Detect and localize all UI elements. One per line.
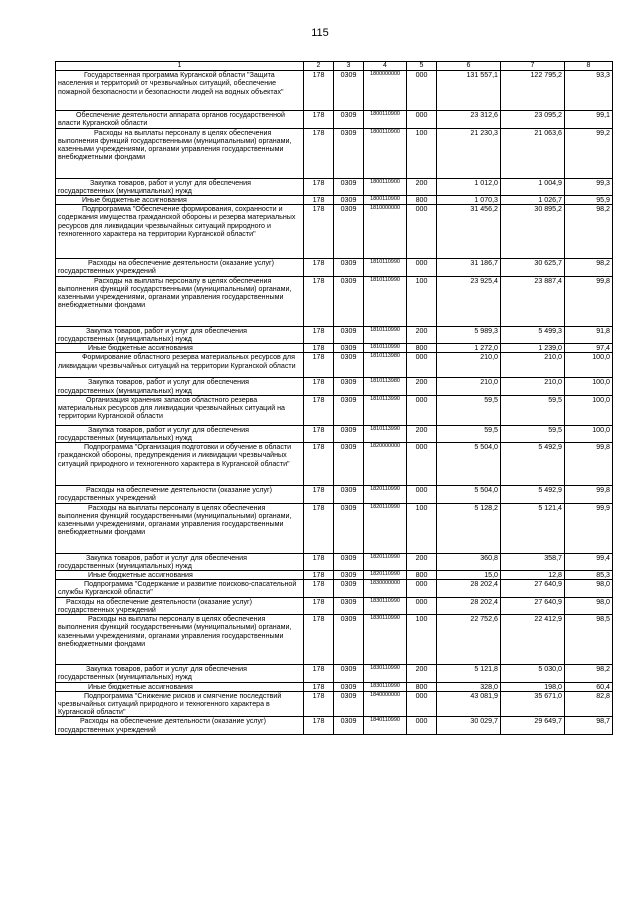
executed-amount: 5 492,9 xyxy=(501,443,565,486)
section-code: 0309 xyxy=(334,195,364,204)
table-row xyxy=(56,615,613,665)
target-article-code: 1810113990 xyxy=(364,395,407,425)
execution-percent: 99,9 xyxy=(565,503,613,553)
execution-percent: 100,0 xyxy=(565,395,613,425)
column-header: 6 xyxy=(437,62,501,71)
expense-type-code: 000 xyxy=(407,395,437,425)
budget-item-name: Подпрограмма "Организация подготовки и обучение в области гражданской обороны, предупреждения и ликвидации чрезвычайных ситуаций природного и техногенного характера в Курганской области" xyxy=(56,443,304,486)
chapter-code: 178 xyxy=(304,178,334,195)
planned-amount: 1 012,0 xyxy=(437,178,501,195)
table-row xyxy=(56,395,613,425)
chapter-code: 178 xyxy=(304,615,334,665)
section-code: 0309 xyxy=(334,71,364,111)
executed-amount: 122 795,2 xyxy=(501,71,565,111)
executed-amount: 1 239,0 xyxy=(501,344,565,353)
budget-item-name: Подпрограмма "Обеспечение формирования, сохранности и содержания имущества гражданской обороны и резерва материальных ресурсов для ликвидации чрезвычайных ситуаций природного и техногенного характера на территории Курганской области" xyxy=(56,205,304,259)
execution-percent: 98,2 xyxy=(565,205,613,259)
section-code: 0309 xyxy=(334,682,364,691)
executed-amount: 198,0 xyxy=(501,682,565,691)
planned-amount: 5 504,0 xyxy=(437,443,501,486)
planned-amount: 360,8 xyxy=(437,553,501,570)
section-code: 0309 xyxy=(334,425,364,442)
planned-amount: 5 121,8 xyxy=(437,665,501,682)
expense-type-code: 800 xyxy=(407,195,437,204)
planned-amount: 5 128,2 xyxy=(437,503,501,553)
target-article-code: 1830000000 xyxy=(364,580,407,597)
target-article-code: 1800000000 xyxy=(364,71,407,111)
column-header: 7 xyxy=(501,62,565,71)
chapter-code: 178 xyxy=(304,353,334,378)
execution-percent: 100,0 xyxy=(565,353,613,378)
column-header: 4 xyxy=(364,62,407,71)
target-article-code: 1840110990 xyxy=(364,717,407,734)
budget-item-name: Закупка товаров, работ и услуг для обеспечения государственных (муниципальных) нужд xyxy=(56,178,304,195)
section-code: 0309 xyxy=(334,128,364,178)
chapter-code: 178 xyxy=(304,205,334,259)
execution-percent: 97,4 xyxy=(565,344,613,353)
planned-amount: 31 186,7 xyxy=(437,259,501,276)
section-code: 0309 xyxy=(334,553,364,570)
planned-amount: 131 557,1 xyxy=(437,71,501,111)
target-article-code: 1830110990 xyxy=(364,615,407,665)
column-header: 3 xyxy=(334,62,364,71)
budget-item-name: Расходы на выплаты персоналу в целях обеспечения выполнения функций государственными (муниципальными) органами, казенными учреждениями, органами управления государственными внебюджетными фондами xyxy=(56,615,304,665)
budget-item-name: Обеспечение деятельности аппарата органов государственной власти Курганской области xyxy=(56,111,304,128)
column-number-row xyxy=(56,62,613,71)
executed-amount: 5 499,3 xyxy=(501,326,565,343)
planned-amount: 21 230,3 xyxy=(437,128,501,178)
chapter-code: 178 xyxy=(304,553,334,570)
expense-type-code: 200 xyxy=(407,178,437,195)
section-code: 0309 xyxy=(334,503,364,553)
executed-amount: 35 671,0 xyxy=(501,691,565,717)
section-code: 0309 xyxy=(334,259,364,276)
section-code: 0309 xyxy=(334,326,364,343)
execution-percent: 98,7 xyxy=(565,717,613,734)
planned-amount: 59,5 xyxy=(437,425,501,442)
expense-type-code: 200 xyxy=(407,378,437,395)
expense-type-code: 200 xyxy=(407,326,437,343)
chapter-code: 178 xyxy=(304,425,334,442)
table-row xyxy=(56,717,613,734)
target-article-code: 1810110990 xyxy=(364,259,407,276)
expense-type-code: 000 xyxy=(407,353,437,378)
chapter-code: 178 xyxy=(304,276,334,326)
executed-amount: 59,5 xyxy=(501,395,565,425)
chapter-code: 178 xyxy=(304,597,334,614)
target-article-code: 1820110990 xyxy=(364,503,407,553)
executed-amount: 23 887,4 xyxy=(501,276,565,326)
section-code: 0309 xyxy=(334,615,364,665)
budget-item-name: Закупка товаров, работ и услуг для обеспечения государственных (муниципальных) нужд xyxy=(56,378,304,395)
chapter-code: 178 xyxy=(304,691,334,717)
execution-percent: 98,2 xyxy=(565,665,613,682)
table-row xyxy=(56,580,613,597)
chapter-code: 178 xyxy=(304,443,334,486)
section-code: 0309 xyxy=(334,395,364,425)
chapter-code: 178 xyxy=(304,486,334,503)
table-row xyxy=(56,195,613,204)
table-row xyxy=(56,571,613,580)
executed-amount: 5 121,4 xyxy=(501,503,565,553)
expense-type-code: 200 xyxy=(407,553,437,570)
expense-type-code: 100 xyxy=(407,503,437,553)
planned-amount: 210,0 xyxy=(437,353,501,378)
target-article-code: 1820000000 xyxy=(364,443,407,486)
execution-percent: 100,0 xyxy=(565,425,613,442)
execution-percent: 99,1 xyxy=(565,111,613,128)
budget-item-name: Расходы на обеспечение деятельности (оказание услуг) государственных учреждений xyxy=(56,486,304,503)
table-row xyxy=(56,597,613,614)
chapter-code: 178 xyxy=(304,71,334,111)
execution-percent: 98,2 xyxy=(565,259,613,276)
expense-type-code: 000 xyxy=(407,691,437,717)
chapter-code: 178 xyxy=(304,195,334,204)
planned-amount: 1 070,3 xyxy=(437,195,501,204)
section-code: 0309 xyxy=(334,111,364,128)
execution-percent: 85,3 xyxy=(565,571,613,580)
execution-percent: 99,3 xyxy=(565,178,613,195)
chapter-code: 178 xyxy=(304,682,334,691)
executed-amount: 21 063,6 xyxy=(501,128,565,178)
section-code: 0309 xyxy=(334,344,364,353)
budget-item-name: Формирование областного резерва материальных ресурсов для ликвидации чрезвычайных ситуаций на территории Курганской области xyxy=(56,353,304,378)
execution-percent: 100,0 xyxy=(565,378,613,395)
table-row xyxy=(56,425,613,442)
execution-percent: 60,4 xyxy=(565,682,613,691)
section-code: 0309 xyxy=(334,353,364,378)
budget-item-name: Иные бюджетные ассигнования xyxy=(56,195,304,204)
table-row xyxy=(56,276,613,326)
budget-item-name: Иные бюджетные ассигнования xyxy=(56,344,304,353)
section-code: 0309 xyxy=(334,665,364,682)
budget-item-name: Расходы на выплаты персоналу в целях обеспечения выполнения функций государственными (муниципальными) органами, казенными учреждениями, органами управления государственными внебюджетными фондами xyxy=(56,128,304,178)
page-number: 115 xyxy=(311,27,329,39)
target-article-code: 1800110900 xyxy=(364,111,407,128)
budget-item-name: Закупка товаров, работ и услуг для обеспечения государственных (муниципальных) нужд xyxy=(56,553,304,570)
budget-item-name: Расходы на обеспечение деятельности (оказание услуг) государственных учреждений xyxy=(56,259,304,276)
target-article-code: 1820110990 xyxy=(364,571,407,580)
planned-amount: 5 504,0 xyxy=(437,486,501,503)
chapter-code: 178 xyxy=(304,665,334,682)
budget-item-name: Подпрограмма "Содержание и развитие поисково-спасательной службы Курганской области" xyxy=(56,580,304,597)
budget-item-name: Закупка товаров, работ и услуг для обеспечения государственных (муниципальных) нужд xyxy=(56,425,304,442)
target-article-code: 1810113980 xyxy=(364,353,407,378)
budget-item-name: Закупка товаров, работ и услуг для обеспечения государственных (муниципальных) нужд xyxy=(56,326,304,343)
table-row xyxy=(56,691,613,717)
executed-amount: 27 640,9 xyxy=(501,597,565,614)
table-row xyxy=(56,344,613,353)
target-article-code: 1800110900 xyxy=(364,178,407,195)
execution-percent: 99,8 xyxy=(565,276,613,326)
planned-amount: 328,0 xyxy=(437,682,501,691)
budget-item-name: Подпрограмма "Снижение рисков и смягчение последствий чрезвычайных ситуаций природного и техногенного характера в Курганской области" xyxy=(56,691,304,717)
expense-type-code: 000 xyxy=(407,597,437,614)
expense-type-code: 000 xyxy=(407,205,437,259)
budget-item-name: Расходы на обеспечение деятельности (оказание услуг) государственных учреждений xyxy=(56,597,304,614)
section-code: 0309 xyxy=(334,276,364,326)
target-article-code: 1800110900 xyxy=(364,195,407,204)
budget-item-name: Иные бюджетные ассигнования xyxy=(56,571,304,580)
budget-item-name: Расходы на выплаты персоналу в целях обеспечения выполнения функций государственными (муниципальными) органами, казенными учреждениями, органами управления государственными внебюджетными фондами xyxy=(56,276,304,326)
table-row xyxy=(56,378,613,395)
section-code: 0309 xyxy=(334,717,364,734)
expense-type-code: 800 xyxy=(407,682,437,691)
table-row xyxy=(56,128,613,178)
target-article-code: 1800110900 xyxy=(364,128,407,178)
table-row xyxy=(56,503,613,553)
section-code: 0309 xyxy=(334,486,364,503)
table-row xyxy=(56,326,613,343)
planned-amount: 210,0 xyxy=(437,378,501,395)
execution-percent: 98,5 xyxy=(565,615,613,665)
chapter-code: 178 xyxy=(304,378,334,395)
section-code: 0309 xyxy=(334,691,364,717)
execution-percent: 99,4 xyxy=(565,553,613,570)
budget-item-name: Иные бюджетные ассигнования xyxy=(56,682,304,691)
budget-item-name: Закупка товаров, работ и услуг для обеспечения государственных (муниципальных) нужд xyxy=(56,665,304,682)
execution-percent: 99,8 xyxy=(565,443,613,486)
executed-amount: 5 492,9 xyxy=(501,486,565,503)
executed-amount: 210,0 xyxy=(501,353,565,378)
budget-item-name: Расходы на обеспечение деятельности (оказание услуг) государственных учреждений xyxy=(56,717,304,734)
column-header: 5 xyxy=(407,62,437,71)
table-row xyxy=(56,665,613,682)
executed-amount: 1 004,9 xyxy=(501,178,565,195)
executed-amount: 59,5 xyxy=(501,425,565,442)
column-header: 2 xyxy=(304,62,334,71)
planned-amount: 23 312,6 xyxy=(437,111,501,128)
section-code: 0309 xyxy=(334,580,364,597)
planned-amount: 28 202,4 xyxy=(437,597,501,614)
executed-amount: 12,8 xyxy=(501,571,565,580)
budget-item-name: Расходы на выплаты персоналу в целях обеспечения выполнения функций государственными (муниципальными) органами, казенными учреждениями, органами управления государственными внебюджетными фондами xyxy=(56,503,304,553)
executed-amount: 30 625,7 xyxy=(501,259,565,276)
executed-amount: 5 030,0 xyxy=(501,665,565,682)
executed-amount: 29 649,7 xyxy=(501,717,565,734)
budget-item-name: Организация хранения запасов областного резерва материальных ресурсов для ликвидации чрезвычайных ситуаций на территории Курганской области xyxy=(56,395,304,425)
planned-amount: 31 456,2 xyxy=(437,205,501,259)
column-header: 8 xyxy=(565,62,613,71)
target-article-code: 1830110990 xyxy=(364,682,407,691)
chapter-code: 178 xyxy=(304,571,334,580)
column-header: 1 xyxy=(56,62,304,71)
table-row xyxy=(56,259,613,276)
section-code: 0309 xyxy=(334,443,364,486)
table-row xyxy=(56,553,613,570)
executed-amount: 27 640,9 xyxy=(501,580,565,597)
section-code: 0309 xyxy=(334,178,364,195)
table-row xyxy=(56,71,613,111)
table-row xyxy=(56,178,613,195)
planned-amount: 28 202,4 xyxy=(437,580,501,597)
executed-amount: 1 026,7 xyxy=(501,195,565,204)
planned-amount: 59,5 xyxy=(437,395,501,425)
expense-type-code: 100 xyxy=(407,128,437,178)
target-article-code: 1820110990 xyxy=(364,553,407,570)
chapter-code: 178 xyxy=(304,580,334,597)
planned-amount: 15,0 xyxy=(437,571,501,580)
planned-amount: 23 925,4 xyxy=(437,276,501,326)
table-row xyxy=(56,111,613,128)
execution-percent: 98,0 xyxy=(565,597,613,614)
expense-type-code: 000 xyxy=(407,259,437,276)
expense-type-code: 100 xyxy=(407,276,437,326)
target-article-code: 1820110990 xyxy=(364,486,407,503)
expense-type-code: 800 xyxy=(407,344,437,353)
expense-type-code: 000 xyxy=(407,717,437,734)
executed-amount: 23 095,2 xyxy=(501,111,565,128)
chapter-code: 178 xyxy=(304,128,334,178)
target-article-code: 1810113990 xyxy=(364,425,407,442)
executed-amount: 358,7 xyxy=(501,553,565,570)
execution-percent: 99,2 xyxy=(565,128,613,178)
execution-percent: 99,8 xyxy=(565,486,613,503)
section-code: 0309 xyxy=(334,378,364,395)
execution-percent: 95,9 xyxy=(565,195,613,204)
target-article-code: 1830110990 xyxy=(364,597,407,614)
execution-percent: 82,8 xyxy=(565,691,613,717)
section-code: 0309 xyxy=(334,571,364,580)
chapter-code: 178 xyxy=(304,344,334,353)
table-row xyxy=(56,486,613,503)
target-article-code: 1810110990 xyxy=(364,326,407,343)
expense-type-code: 000 xyxy=(407,443,437,486)
executed-amount: 210,0 xyxy=(501,378,565,395)
chapter-code: 178 xyxy=(304,111,334,128)
expense-type-code: 000 xyxy=(407,580,437,597)
target-article-code: 1810110990 xyxy=(364,344,407,353)
target-article-code: 1840000000 xyxy=(364,691,407,717)
target-article-code: 1810110990 xyxy=(364,276,407,326)
planned-amount: 43 081,9 xyxy=(437,691,501,717)
chapter-code: 178 xyxy=(304,395,334,425)
target-article-code: 1810000000 xyxy=(364,205,407,259)
planned-amount: 1 272,0 xyxy=(437,344,501,353)
executed-amount: 22 412,9 xyxy=(501,615,565,665)
budget-table xyxy=(55,61,613,735)
chapter-code: 178 xyxy=(304,503,334,553)
chapter-code: 178 xyxy=(304,259,334,276)
section-code: 0309 xyxy=(334,205,364,259)
expense-type-code: 000 xyxy=(407,486,437,503)
table-row xyxy=(56,443,613,486)
execution-percent: 98,0 xyxy=(565,580,613,597)
target-article-code: 1830110990 xyxy=(364,665,407,682)
planned-amount: 22 752,6 xyxy=(437,615,501,665)
executed-amount: 30 895,2 xyxy=(501,205,565,259)
planned-amount: 5 989,3 xyxy=(437,326,501,343)
expense-type-code: 000 xyxy=(407,71,437,111)
chapter-code: 178 xyxy=(304,717,334,734)
section-code: 0309 xyxy=(334,597,364,614)
execution-percent: 93,3 xyxy=(565,71,613,111)
table-row xyxy=(56,205,613,259)
expense-type-code: 800 xyxy=(407,571,437,580)
expense-type-code: 200 xyxy=(407,425,437,442)
expense-type-code: 000 xyxy=(407,111,437,128)
budget-item-name: Государственная программа Курганской области "Защита населения и территорий от чрезвычайных ситуаций, обеспечение пожарной безопасности и безопасности людей на водных объектах" xyxy=(56,71,304,111)
target-article-code: 1810113980 xyxy=(364,378,407,395)
planned-amount: 30 029,7 xyxy=(437,717,501,734)
chapter-code: 178 xyxy=(304,326,334,343)
table-row xyxy=(56,353,613,378)
table-row xyxy=(56,682,613,691)
execution-percent: 91,8 xyxy=(565,326,613,343)
expense-type-code: 200 xyxy=(407,665,437,682)
expense-type-code: 100 xyxy=(407,615,437,665)
